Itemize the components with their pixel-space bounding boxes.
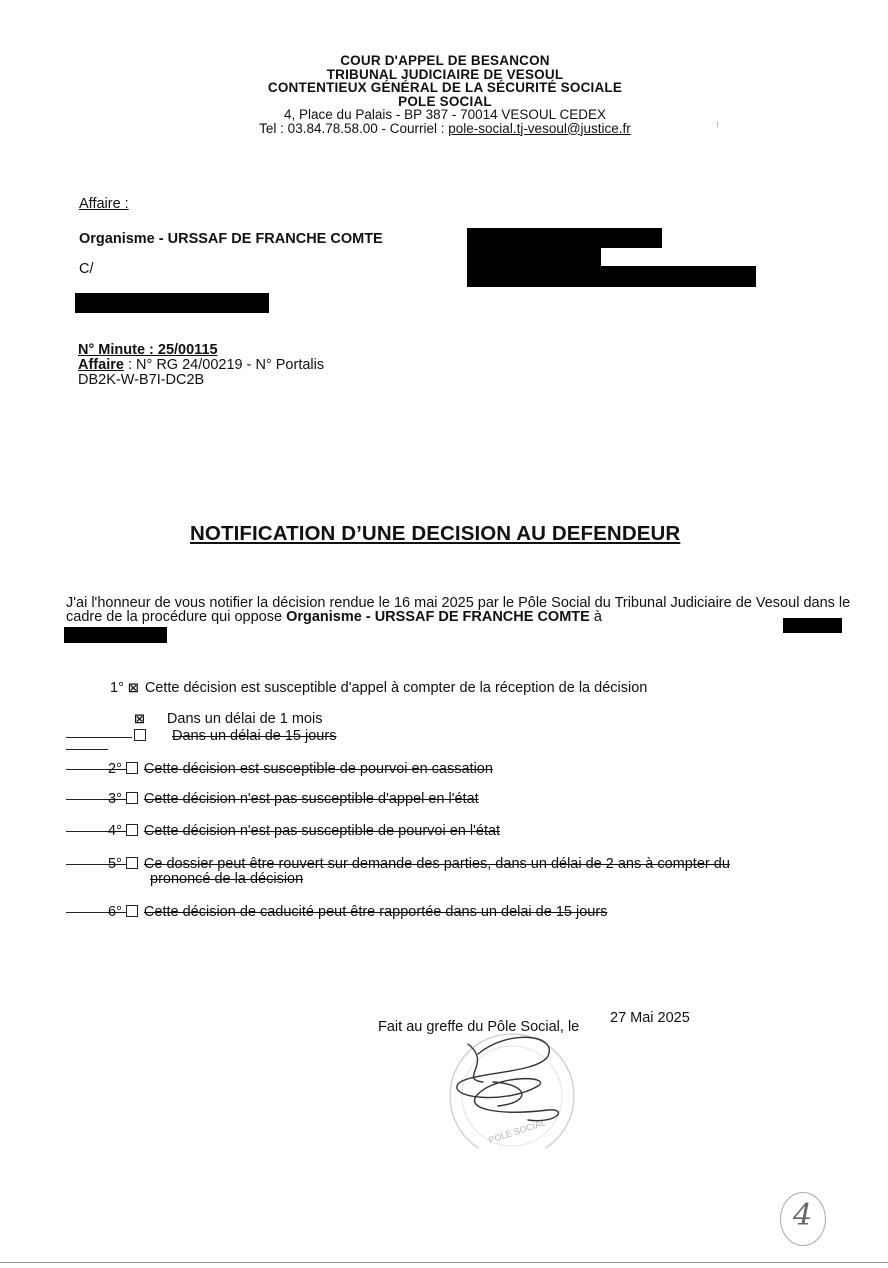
- bottom-scan-line: [0, 1262, 888, 1263]
- option-5-text: Ce dossier peut être rouvert sur demande des parties, dans un délai de 2 ans à compter du: [143, 856, 730, 872]
- affaire-ref-rg: : N° RG 24/00219 - N° Portalis: [123, 357, 325, 373]
- affaire-ref-label: Affaire: [78, 357, 124, 373]
- unchecked-box-icon: [126, 824, 138, 836]
- unchecked-box-icon: [126, 792, 138, 804]
- option-4-num: 4°: [108, 823, 122, 839]
- strike-lead-line: [66, 864, 108, 865]
- paragraph-party: Organisme - URSSAF DE FRANCHE COMTE: [286, 609, 590, 625]
- option-1a: [134, 711, 322, 727]
- option-6: [108, 904, 607, 920]
- option-6-text: Cette décision de caducité peut être rapportée dans un delai de 15 jours: [143, 904, 608, 920]
- unchecked-box-icon: [134, 729, 146, 741]
- option-2-text: Cette décision est susceptible de pourvoi en cassation: [143, 761, 493, 777]
- margin-scribble-mark: ⁝: [716, 120, 719, 130]
- pole-name: POLE SOCIAL: [398, 93, 492, 109]
- signature-place: Fait au greffe du Pôle Social, le: [378, 1019, 580, 1035]
- option-3-text: Cette décision n'est pas susceptible d'appel en l'état: [143, 791, 479, 807]
- strike-lead-line: [66, 769, 108, 770]
- document-title: NOTIFICATION D’UNE DECISION AU DEFENDEUR: [190, 522, 681, 545]
- option-1b: [134, 728, 336, 744]
- unchecked-box-icon: [126, 762, 138, 774]
- portalis-number: DB2K-W-B7I-DC2B: [78, 372, 205, 388]
- strike-lead-line: [66, 749, 108, 750]
- department-name: CONTENTIEUX GÉNÉRAL DE LA SÉCURITÉ SOCIALE: [267, 80, 623, 95]
- option-2: [108, 761, 493, 777]
- organisme-name: Organisme - URSSAF DE FRANCHE COMTE: [79, 231, 383, 247]
- redaction-address-line-2: [467, 248, 601, 266]
- checked-box-icon: ⊠: [127, 680, 139, 695]
- affaire-reference: [78, 358, 324, 373]
- strike-lead-line: [66, 799, 108, 800]
- court-address: 4, Place du Palais - BP 387 - 70014 VESOUL CEDEX: [284, 107, 606, 122]
- option-4: [108, 823, 500, 839]
- option-1-num: 1°: [110, 680, 124, 696]
- references-block: [78, 343, 324, 388]
- option-1-text: Cette décision est susceptible d'appel à compter de la réception de la décision: [144, 680, 648, 696]
- contre-label: C/: [79, 261, 94, 277]
- paragraph-intro: J'ai l'honneur de vous notifier la décision rendue le 16 mai 2025 par le Pôle Social du Tribunal Judiciaire de Vesoul dans le cadre de la procédure qui oppose: [66, 595, 851, 625]
- redaction-defendant-inline: [783, 618, 842, 633]
- strike-lead-line: [66, 831, 108, 832]
- option-1a-text: Dans un délai de 1 mois: [166, 711, 323, 727]
- court-contact: [200, 122, 690, 136]
- option-5-num: 5°: [108, 856, 122, 872]
- official-stamp-signature: [438, 1024, 588, 1148]
- option-5-continued: prononcé de la décision: [150, 871, 304, 887]
- court-phone: Tel : 03.84.78.58.00 - Courriel :: [259, 120, 449, 136]
- option-6-num: 6°: [108, 904, 122, 920]
- signature-scribble: [457, 1037, 559, 1120]
- court-email-link[interactable]: pole-social.tj-vesoul@justice.fr: [448, 120, 631, 136]
- minute-number: N° Minute : 25/00115: [78, 342, 218, 358]
- page-mark-number: 4: [793, 1198, 813, 1233]
- redaction-defendant-name: [75, 293, 269, 313]
- stamp-text: POLE SOCIAL: [487, 1117, 548, 1146]
- option-3: [108, 791, 479, 807]
- paragraph-suffix: à: [589, 609, 602, 625]
- affaire-label: Affaire :: [79, 196, 129, 212]
- redaction-address-line-1: [467, 228, 662, 248]
- notification-paragraph: [66, 596, 856, 624]
- option-1: [110, 680, 647, 696]
- checked-box-icon: ⊠: [134, 711, 145, 726]
- redaction-address-line-3: [467, 266, 756, 287]
- court-header: [200, 54, 690, 135]
- signature-date: 27 Mai 2025: [610, 1010, 690, 1026]
- strike-lead-line: [66, 737, 132, 738]
- strike-lead-line: [66, 912, 108, 913]
- unchecked-box-icon: [126, 905, 138, 917]
- option-2-num: 2°: [108, 761, 122, 777]
- option-1b-text: Dans un délai de 15 jours: [172, 728, 337, 744]
- redaction-defendant-inline-2: [64, 627, 167, 643]
- court-name: COUR D'APPEL DE BESANCON: [340, 53, 550, 68]
- unchecked-box-icon: [126, 857, 138, 869]
- option-5: [108, 856, 730, 872]
- option-4-text: Cette décision n'est pas susceptible de pourvoi en l'état: [143, 823, 501, 839]
- tribunal-name: TRIBUNAL JUDICIAIRE DE VESOUL: [326, 66, 564, 82]
- option-3-num: 3°: [108, 791, 122, 807]
